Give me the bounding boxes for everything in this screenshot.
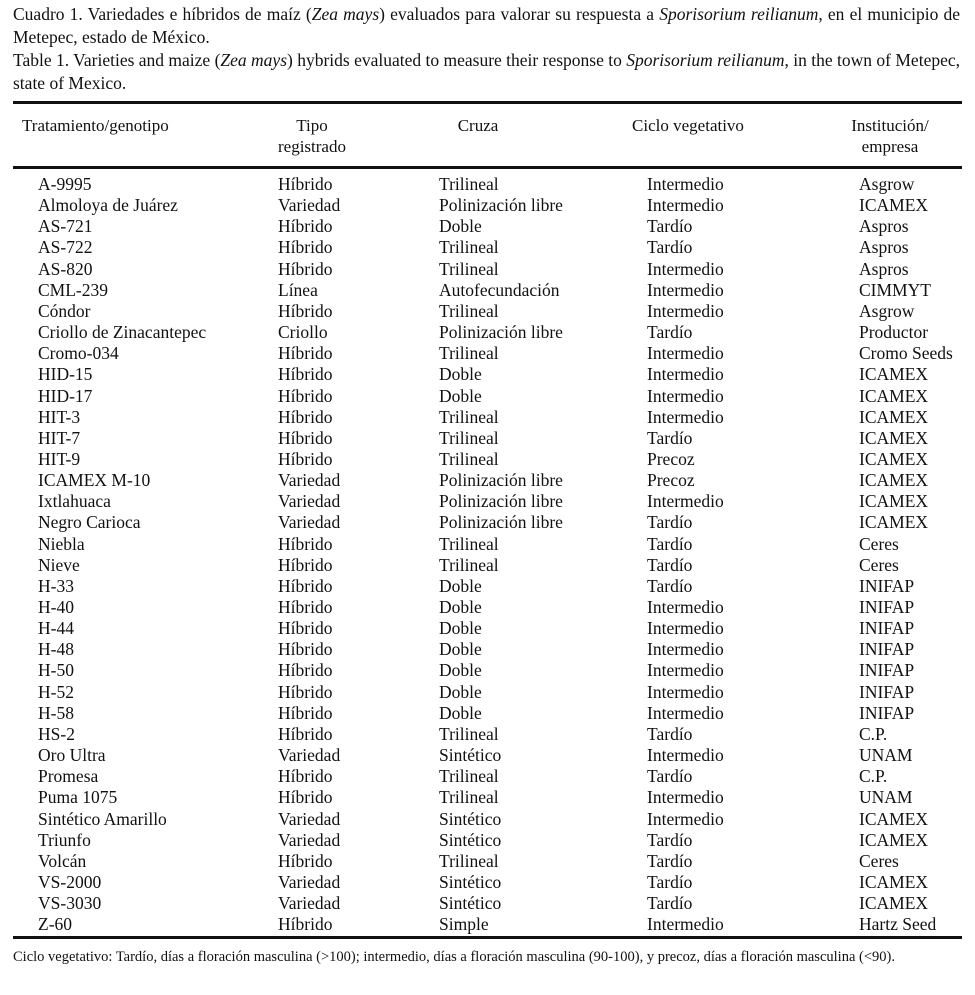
cycle-cell: Intermedio (647, 343, 724, 364)
footnote: Ciclo vegetativo: Tardío, días a floración masculina (>100); intermedio, días a floración masculina (90-100), y precoz, días a floración masculina (<90). (13, 949, 895, 965)
type-cell: Híbrido (278, 723, 333, 744)
institution-cell: ICAMEX (859, 893, 929, 914)
institution-cell: INIFAP (859, 575, 915, 596)
cross-cell: Doble (439, 681, 482, 702)
institution-cell: Aspros (859, 258, 909, 279)
cycle-cell: Intermedio (647, 745, 724, 766)
type-cell: Variedad (278, 512, 341, 533)
institution-cell: INIFAP (859, 681, 915, 702)
cycle-cell: Precoz (647, 470, 695, 491)
cross-cell: Doble (439, 385, 482, 406)
institution-cell: ICAMEX (859, 512, 929, 533)
header-treatment: Tratamiento/genotipo (22, 116, 169, 135)
type-cell: Híbrido (278, 533, 333, 554)
type-cell: Híbrido (278, 237, 333, 258)
caption-text: , en el municipio de Metepec, estado de México. (13, 4, 961, 47)
institution-cell: Productor (859, 322, 929, 343)
genotype-cell: AS-721 (38, 216, 93, 237)
table-row (0, 386, 975, 407)
header-text: Tipo (296, 116, 328, 135)
cross-cell: Polinización libre (439, 491, 563, 512)
genotype-cell: H-50 (38, 660, 74, 681)
header-type (262, 115, 362, 157)
type-cell: Híbrido (278, 787, 333, 808)
institution-cell: Asgrow (859, 300, 915, 321)
type-cell: Híbrido (278, 575, 333, 596)
genotype-cell: Ixtlahuaca (38, 491, 111, 512)
caption-text: , in the town of Metepec, state of Mexico. (13, 50, 960, 93)
table-row (0, 766, 975, 787)
genotype-cell: Nieve (38, 554, 80, 575)
institution-cell: INIFAP (859, 639, 915, 660)
cross-cell: Doble (439, 618, 482, 639)
type-cell: Híbrido (278, 554, 333, 575)
type-cell: Híbrido (278, 174, 333, 194)
cycle-cell: Tardío (647, 237, 693, 258)
cycle-cell: Tardío (647, 427, 693, 448)
type-cell: Híbrido (278, 343, 333, 364)
type-cell: Híbrido (278, 639, 333, 660)
header-cycle: Ciclo vegetativo (632, 116, 744, 135)
table-row (0, 301, 975, 322)
table-row (0, 914, 975, 935)
cross-cell: Trilineal (439, 237, 499, 258)
cross-cell: Doble (439, 597, 482, 617)
cross-cell: Sintético (439, 745, 502, 766)
institution-cell: Cromo Seeds (859, 343, 953, 364)
type-cell: Variedad (278, 745, 341, 766)
institution-cell: ICAMEX (859, 808, 929, 829)
table-row (0, 576, 975, 597)
genotype-cell: ICAMEX M-10 (38, 470, 151, 491)
table-row (0, 259, 975, 280)
institution-cell: Aspros (859, 216, 909, 237)
cross-cell: Polinización libre (439, 195, 563, 216)
genotype-cell: Sintético Amarillo (38, 808, 167, 829)
institution-cell: UNAM (859, 745, 913, 766)
cycle-cell: Tardío (647, 322, 693, 343)
cross-cell: Polinización libre (439, 512, 563, 533)
table-row (0, 428, 975, 449)
cycle-cell: Tardío (647, 533, 693, 554)
cross-cell: Doble (439, 575, 482, 596)
genotype-cell: H-52 (38, 681, 74, 702)
genotype-cell: HID-17 (38, 385, 93, 406)
genotype-cell: AS-820 (38, 258, 93, 279)
type-cell: Híbrido (278, 597, 333, 617)
cycle-cell: Intermedio (647, 258, 724, 279)
caption-text: Table 1. Varieties and maize ( (13, 50, 221, 70)
cross-cell: Trilineal (439, 174, 499, 194)
table-row (0, 872, 975, 893)
institution-cell: ICAMEX (859, 470, 929, 491)
institution-cell: Hartz Seed (859, 914, 937, 935)
table-row (0, 555, 975, 576)
header-text: empresa (861, 137, 919, 156)
genotype-cell: Promesa (38, 766, 99, 787)
type-cell: Híbrido (278, 258, 333, 279)
institution-cell: Aspros (859, 237, 909, 258)
table-row (0, 322, 975, 343)
type-cell: Híbrido (278, 660, 333, 681)
cross-cell: Sintético (439, 893, 502, 914)
genotype-cell: HID-15 (38, 364, 93, 385)
caption-text: ) hybrids evaluated to measure their response to (287, 50, 627, 70)
cross-cell: Trilineal (439, 766, 499, 787)
species-name: Zea mays (220, 50, 287, 70)
table-row (0, 174, 975, 195)
type-cell: Híbrido (278, 850, 333, 871)
cycle-cell: Intermedio (647, 195, 724, 216)
genotype-cell: H-58 (38, 702, 74, 723)
type-cell: Híbrido (278, 364, 333, 385)
table-row (0, 364, 975, 385)
table-row (0, 639, 975, 660)
header-cross: Cruza (457, 116, 499, 135)
cycle-cell: Intermedio (647, 385, 724, 406)
institution-cell: INIFAP (859, 618, 915, 639)
cross-cell: Trilineal (439, 448, 499, 469)
table-row (0, 407, 975, 428)
type-cell: Híbrido (278, 216, 333, 237)
genotype-cell: VS-3030 (38, 893, 102, 914)
institution-cell: ICAMEX (859, 385, 929, 406)
institution-cell: ICAMEX (859, 195, 929, 216)
institution-cell: ICAMEX (859, 364, 929, 385)
genotype-cell: H-40 (38, 597, 74, 617)
cycle-cell: Intermedio (647, 787, 724, 808)
type-cell: Híbrido (278, 406, 333, 427)
genotype-cell: Volcán (38, 850, 87, 871)
type-cell: Híbrido (278, 427, 333, 448)
cross-cell: Trilineal (439, 723, 499, 744)
genotype-cell: HIT-3 (38, 406, 81, 427)
cycle-cell: Tardío (647, 850, 693, 871)
table-row (0, 343, 975, 364)
type-cell: Variedad (278, 195, 341, 216)
institution-cell: Ceres (859, 554, 899, 575)
cross-cell: Trilineal (439, 554, 499, 575)
genotype-cell: HIT-9 (38, 448, 81, 469)
genotype-cell: H-48 (38, 639, 74, 660)
cycle-cell: Tardío (647, 575, 693, 596)
institution-cell: ICAMEX (859, 491, 929, 512)
type-cell: Variedad (278, 808, 341, 829)
table-row (0, 512, 975, 533)
cross-cell: Doble (439, 364, 482, 385)
genotype-cell: Oro Ultra (38, 745, 106, 766)
genotype-cell: Cóndor (38, 300, 91, 321)
type-cell: Híbrido (278, 681, 333, 702)
cycle-cell: Intermedio (647, 618, 724, 639)
caption-text: Cuadro 1. Variedades e híbridos de maíz ( (13, 4, 312, 24)
cycle-cell: Intermedio (647, 300, 724, 321)
table-row (0, 534, 975, 555)
institution-cell: C.P. (859, 723, 888, 744)
institution-cell: ICAMEX (859, 871, 929, 892)
cross-cell: Trilineal (439, 300, 499, 321)
type-cell: Criollo (278, 322, 328, 343)
table-row (0, 745, 975, 766)
institution-cell: ICAMEX (859, 448, 929, 469)
table-row (0, 597, 975, 618)
genotype-cell: H-44 (38, 618, 74, 639)
cross-cell: Doble (439, 702, 482, 723)
table-row (0, 195, 975, 216)
cross-cell: Polinización libre (439, 322, 563, 343)
genotype-cell: H-33 (38, 575, 74, 596)
genotype-cell: HS-2 (38, 723, 75, 744)
type-cell: Híbrido (278, 702, 333, 723)
header-bottom-rule (13, 166, 962, 169)
table-row (0, 787, 975, 808)
type-cell: Variedad (278, 470, 341, 491)
table-row (0, 703, 975, 724)
institution-cell: ICAMEX (859, 406, 929, 427)
cross-cell: Trilineal (439, 533, 499, 554)
cycle-cell: Intermedio (647, 660, 724, 681)
cycle-cell: Intermedio (647, 639, 724, 660)
table-row (0, 237, 975, 258)
cycle-cell: Tardío (647, 216, 693, 237)
cycle-cell: Tardío (647, 723, 693, 744)
type-cell: Variedad (278, 871, 341, 892)
institution-cell: Asgrow (859, 174, 915, 194)
header-text: registrado (278, 137, 346, 156)
genotype-cell: A-9995 (38, 174, 92, 194)
genotype-cell: Niebla (38, 533, 85, 554)
table-row (0, 470, 975, 491)
cycle-cell: Intermedio (647, 406, 724, 427)
cycle-cell: Intermedio (647, 702, 724, 723)
genotype-cell: Cromo-034 (38, 343, 119, 364)
genotype-cell: Almoloya de Juárez (38, 195, 178, 216)
genotype-cell: CML-239 (38, 279, 108, 300)
type-cell: Variedad (278, 893, 341, 914)
institution-cell: INIFAP (859, 660, 915, 681)
cycle-cell: Intermedio (647, 597, 724, 617)
caption-text: ) evaluados para valorar su respuesta a (379, 4, 660, 24)
cycle-cell: Intermedio (647, 279, 724, 300)
cycle-cell: Tardío (647, 766, 693, 787)
table-row (0, 216, 975, 237)
cycle-cell: Tardío (647, 554, 693, 575)
institution-cell: CIMMYT (859, 279, 931, 300)
cross-cell: Sintético (439, 829, 502, 850)
cross-cell: Sintético (439, 808, 502, 829)
cross-cell: Doble (439, 216, 482, 237)
pathogen-name: Sporisorium reilianum (626, 50, 785, 70)
cross-cell: Autofecundación (439, 279, 560, 300)
cycle-cell: Intermedio (647, 174, 724, 194)
table-row (0, 660, 975, 681)
species-name: Zea mays (311, 4, 380, 24)
cycle-cell: Intermedio (647, 491, 724, 512)
type-cell: Híbrido (278, 385, 333, 406)
table-row (0, 851, 975, 872)
cross-cell: Trilineal (439, 406, 499, 427)
table-row (0, 682, 975, 703)
genotype-cell: AS-722 (38, 237, 93, 258)
genotype-cell: Z-60 (38, 914, 73, 935)
cross-cell: Sintético (439, 871, 502, 892)
genotype-cell: Triunfo (38, 829, 91, 850)
institution-cell: C.P. (859, 766, 888, 787)
type-cell: Línea (278, 279, 318, 300)
institution-cell: UNAM (859, 787, 913, 808)
genotype-cell: Criollo de Zinacantepec (38, 322, 207, 343)
table-row (0, 830, 975, 851)
cross-cell: Trilineal (439, 427, 499, 448)
institution-cell: INIFAP (859, 597, 915, 617)
table-top-rule (13, 101, 962, 104)
cycle-cell: Tardío (647, 829, 693, 850)
cross-cell: Doble (439, 639, 482, 660)
type-cell: Variedad (278, 491, 341, 512)
cross-cell: Polinización libre (439, 470, 563, 491)
cross-cell: Doble (439, 660, 482, 681)
genotype-cell: Negro Carioca (38, 512, 141, 533)
table-row (0, 724, 975, 745)
cross-cell: Simple (439, 914, 489, 935)
institution-cell: Ceres (859, 533, 899, 554)
cross-cell: Trilineal (439, 850, 499, 871)
genotype-cell: VS-2000 (38, 871, 102, 892)
cross-cell: Trilineal (439, 343, 499, 364)
type-cell: Híbrido (278, 618, 333, 639)
type-cell: Híbrido (278, 300, 333, 321)
type-cell: Híbrido (278, 448, 333, 469)
table-row (0, 449, 975, 470)
cycle-cell: Intermedio (647, 914, 724, 935)
institution-cell: ICAMEX (859, 427, 929, 448)
cross-cell: Trilineal (439, 258, 499, 279)
caption-spanish (13, 3, 960, 49)
type-cell: Híbrido (278, 914, 333, 935)
header-institution (830, 115, 950, 157)
cycle-cell: Intermedio (647, 808, 724, 829)
table-row (0, 893, 975, 914)
table-bottom-rule (13, 936, 962, 939)
institution-cell: Ceres (859, 850, 899, 871)
table-row (0, 491, 975, 512)
cycle-cell: Tardío (647, 512, 693, 533)
table-row (0, 280, 975, 301)
cycle-cell: Tardío (647, 871, 693, 892)
cycle-cell: Tardío (647, 893, 693, 914)
genotype-cell: Puma 1075 (38, 787, 118, 808)
type-cell: Híbrido (278, 766, 333, 787)
table-row (0, 618, 975, 639)
cycle-cell: Precoz (647, 448, 695, 469)
type-cell: Variedad (278, 829, 341, 850)
institution-cell: INIFAP (859, 702, 915, 723)
genotype-cell: HIT-7 (38, 427, 81, 448)
header-text: Institución/ (851, 116, 929, 135)
cycle-cell: Intermedio (647, 364, 724, 385)
pathogen-name: Sporisorium reilianum (659, 4, 819, 24)
caption-english (13, 49, 960, 95)
institution-cell: ICAMEX (859, 829, 929, 850)
cycle-cell: Intermedio (647, 681, 724, 702)
cross-cell: Trilineal (439, 787, 499, 808)
table-row (0, 809, 975, 830)
